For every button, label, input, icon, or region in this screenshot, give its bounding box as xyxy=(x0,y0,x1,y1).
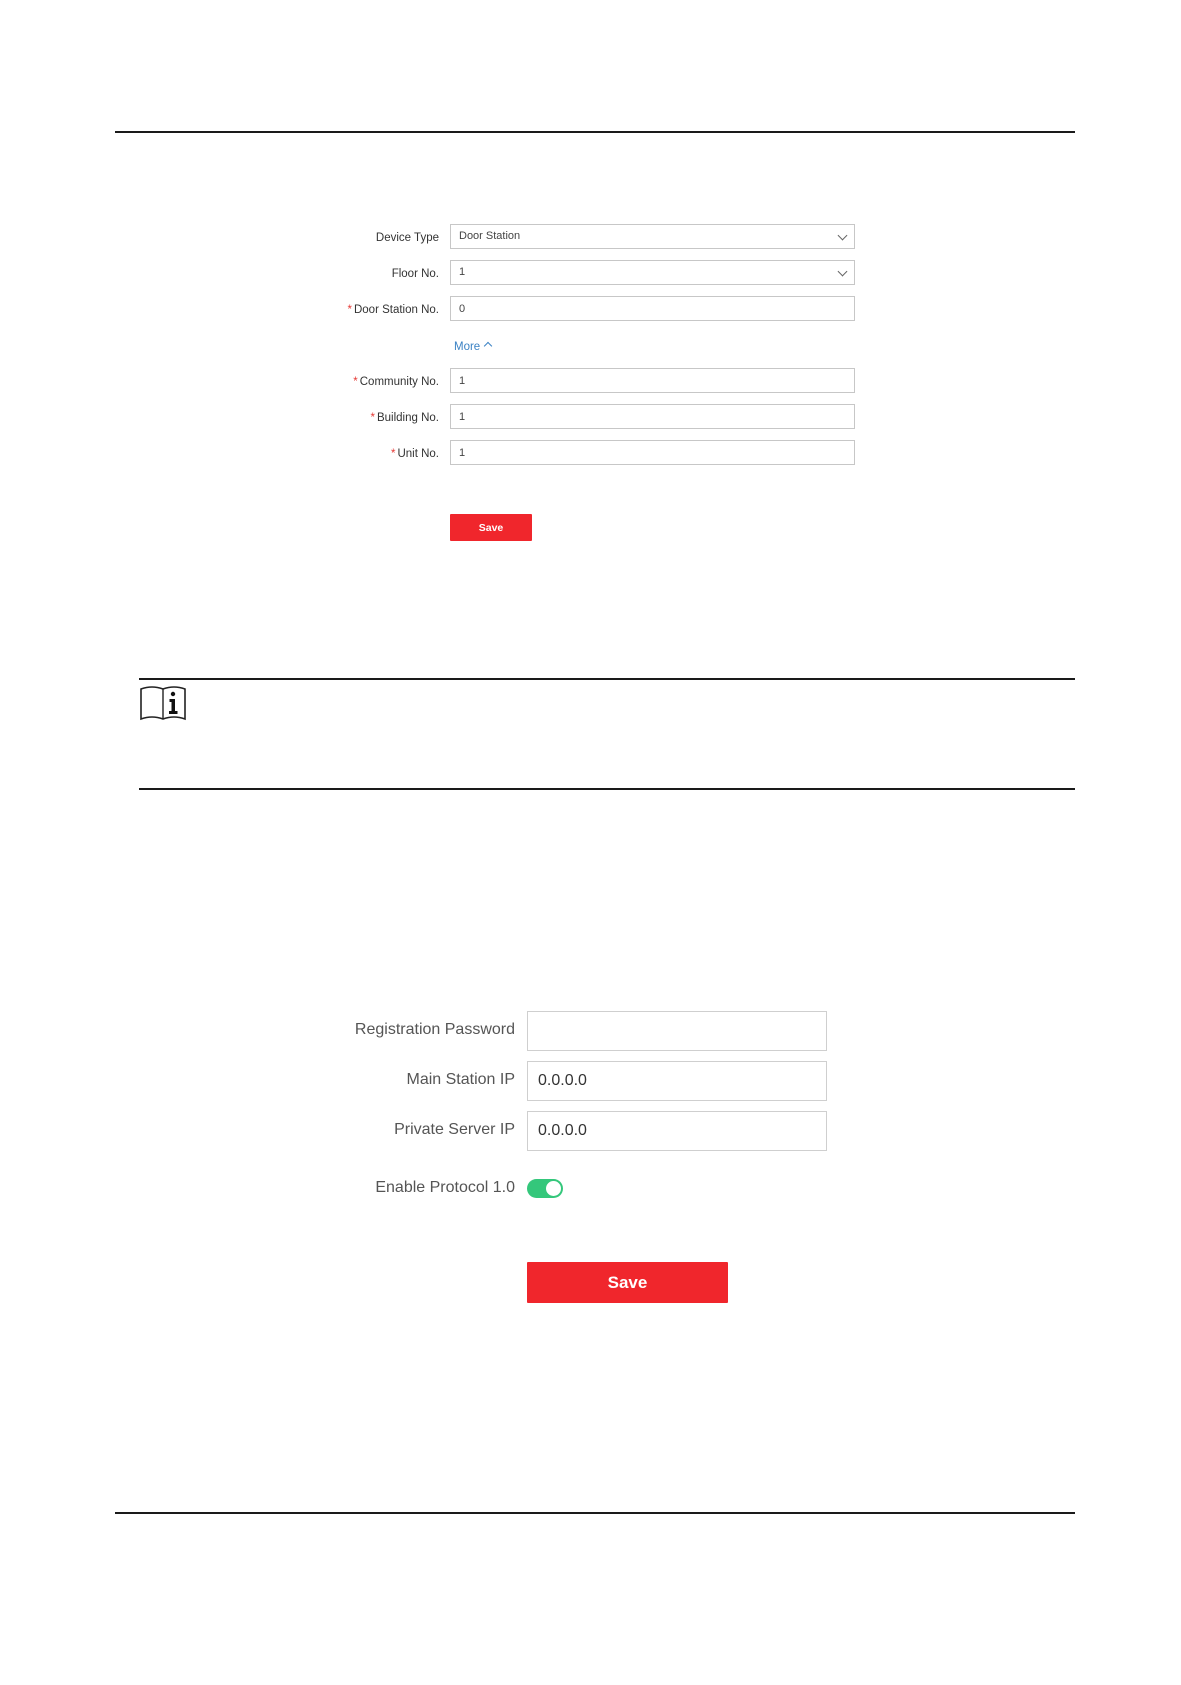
required-mark: * xyxy=(347,304,352,316)
community-no-label-text: Community No. xyxy=(359,376,439,388)
required-mark: * xyxy=(353,376,358,388)
building-no-input[interactable] xyxy=(450,404,855,429)
building-no-label xyxy=(371,410,440,426)
chevron-up-icon xyxy=(484,342,492,350)
required-mark: * xyxy=(370,412,375,424)
building-no-label-text: Building No. xyxy=(376,412,439,424)
unit-no-label xyxy=(391,446,439,462)
unit-no-label-text: Unit No. xyxy=(397,448,439,460)
more-link-label: More xyxy=(454,341,481,353)
note-book-info-icon xyxy=(139,684,187,722)
header-rule xyxy=(115,131,1075,133)
chevron-down-icon xyxy=(838,267,848,277)
registration-password-input[interactable] xyxy=(527,1011,827,1051)
door-station-no-label xyxy=(348,302,440,318)
device-type-value: Door Station xyxy=(459,230,521,242)
note-top-rule xyxy=(139,678,1075,680)
community-no-label xyxy=(353,374,439,390)
chevron-down-icon xyxy=(838,231,848,241)
required-mark: * xyxy=(390,448,396,460)
registration-password-label: Registration Password xyxy=(354,1021,515,1038)
floor-no-value: 1 xyxy=(459,266,466,278)
main-station-ip-label: Main Station IP xyxy=(406,1071,515,1088)
unit-no-input[interactable] xyxy=(450,440,855,465)
door-station-no-label-text: Door Station No. xyxy=(353,304,439,316)
private-server-ip-input[interactable] xyxy=(527,1111,827,1151)
more-toggle-link[interactable] xyxy=(454,341,491,353)
save-button[interactable]: Save xyxy=(450,514,532,541)
enable-protocol-label: Enable Protocol 1.0 xyxy=(375,1179,515,1196)
door-station-no-input[interactable] xyxy=(450,296,855,321)
community-no-input[interactable] xyxy=(450,368,855,393)
floor-no-select[interactable] xyxy=(450,260,855,285)
main-station-ip-input[interactable] xyxy=(527,1061,827,1101)
private-server-ip-label: Private Server IP xyxy=(394,1121,515,1138)
footer-rule xyxy=(115,1512,1075,1514)
note-bottom-rule xyxy=(139,788,1075,790)
device-type-select[interactable] xyxy=(450,224,855,249)
floor-no-label: Floor No. xyxy=(391,268,439,280)
save-button[interactable]: Save xyxy=(527,1262,728,1303)
enable-protocol-toggle[interactable] xyxy=(527,1179,563,1198)
device-type-label: Device Type xyxy=(375,232,439,244)
toggle-knob xyxy=(546,1181,561,1196)
